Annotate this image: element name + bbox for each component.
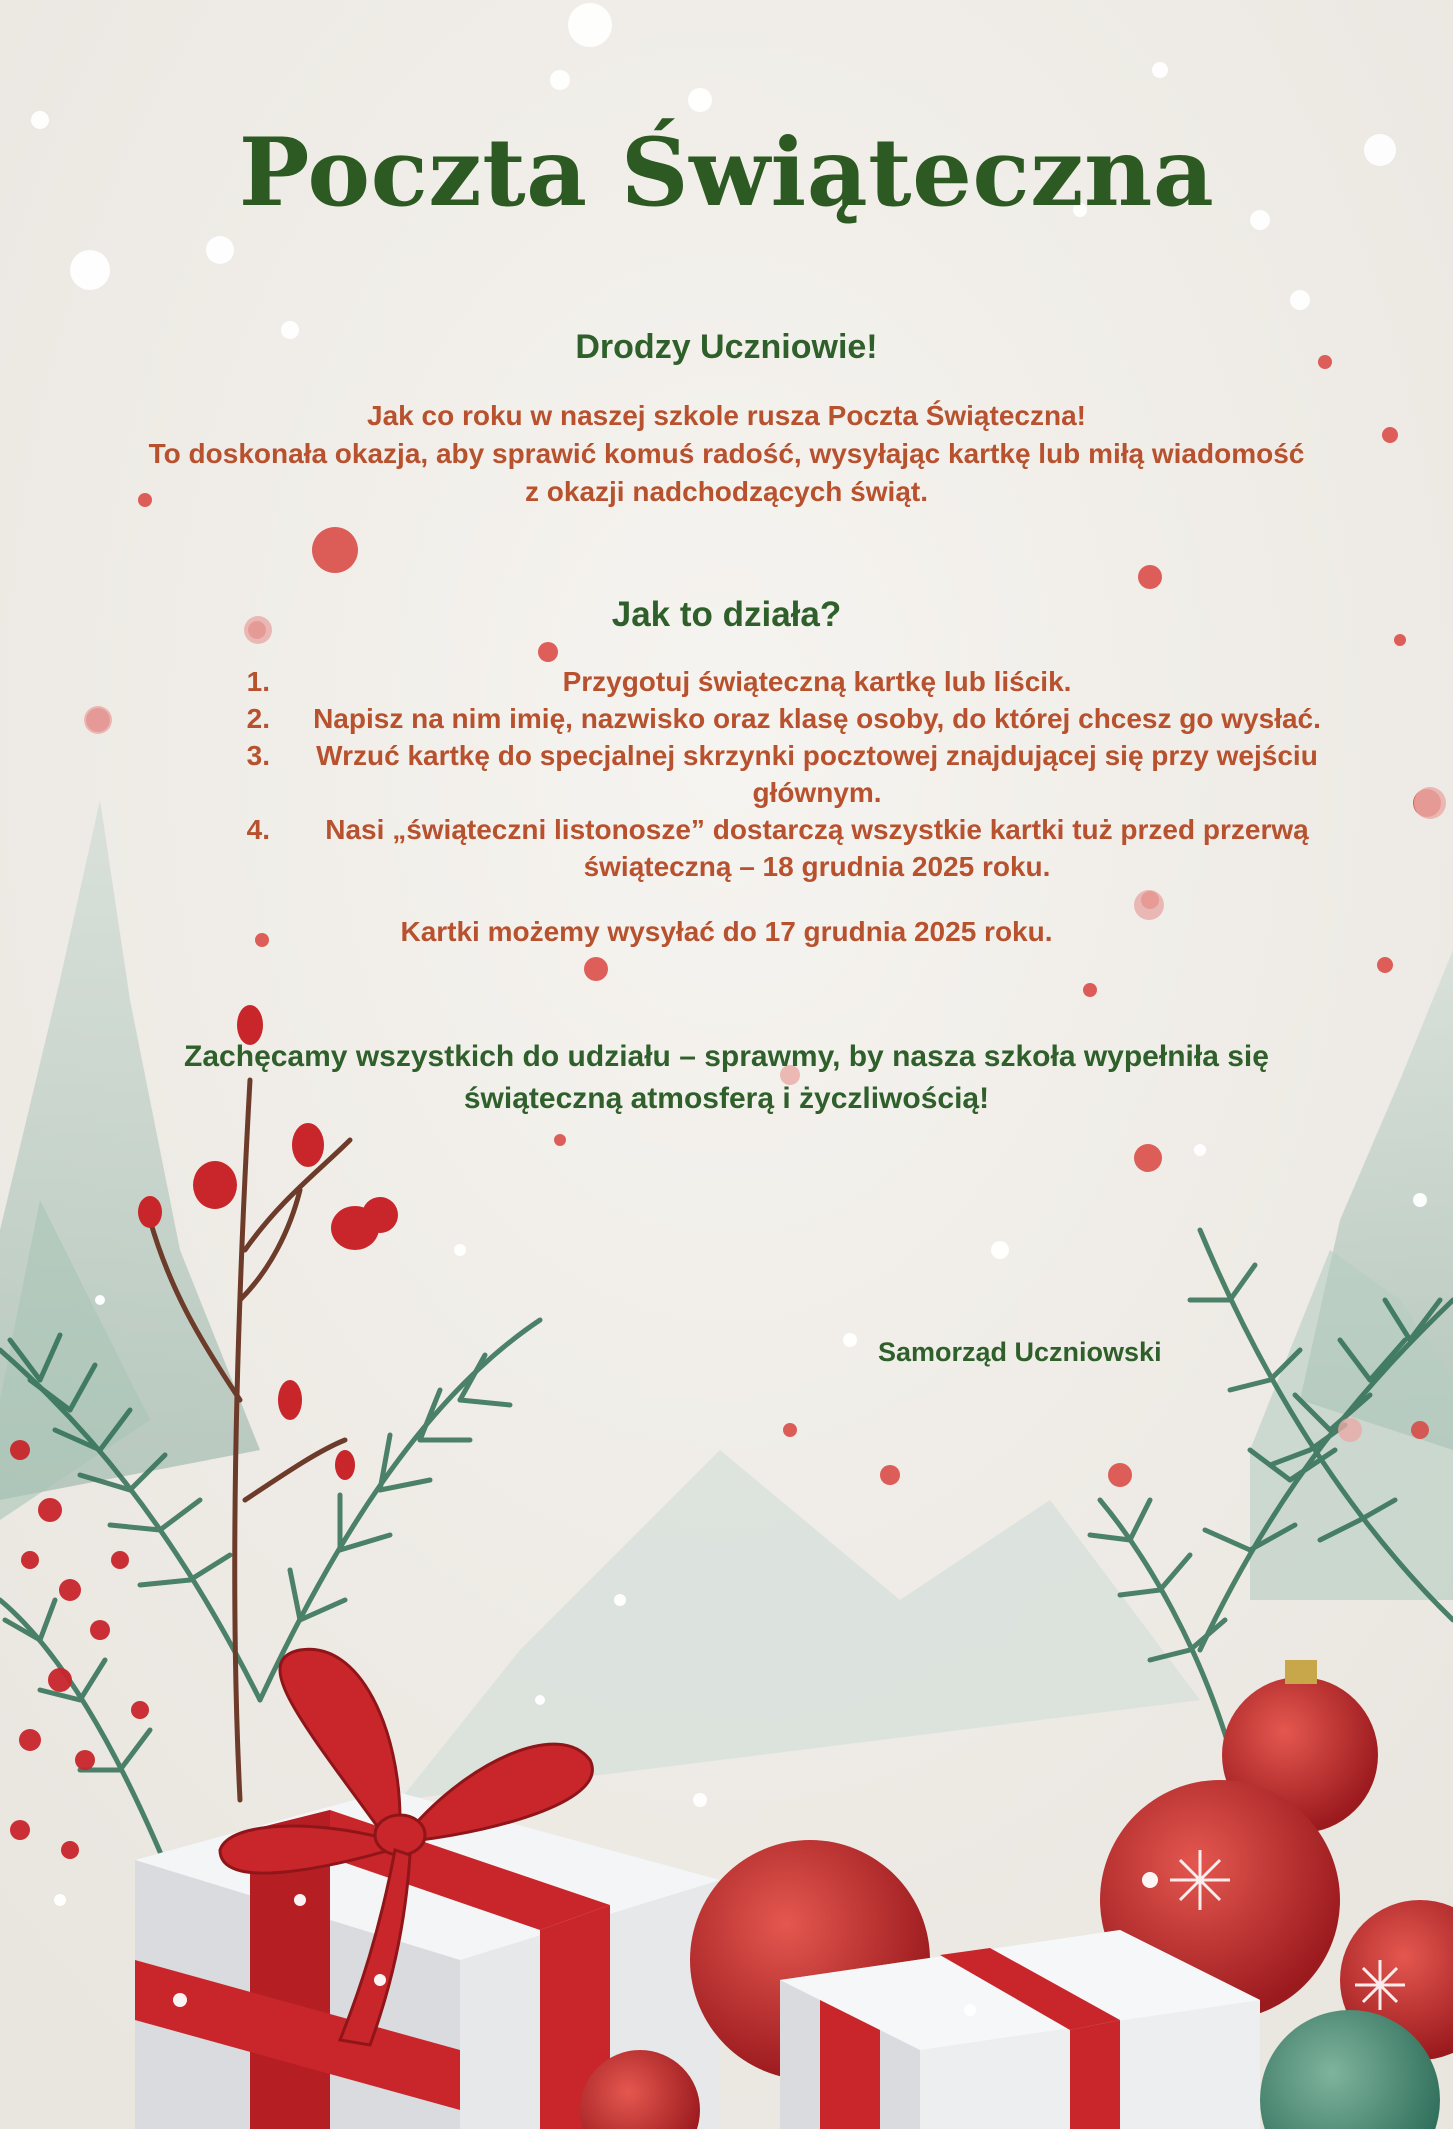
signature: Samorząd Uczniowski	[878, 1337, 1162, 1367]
step-number: 3.	[246, 740, 270, 771]
step-item	[200, 737, 1350, 811]
step-text: Napisz na nim imię, nazwisko oraz klasę osoby, do której chcesz go wysłać.	[313, 703, 1321, 734]
greeting-heading: Drodzy Uczniowie!	[575, 328, 878, 366]
poster-title: Poczta Świąteczna	[238, 118, 1215, 228]
step-text: Wrzuć kartkę do specjalnej skrzynki pocztowej znajdującej się przy wejściu głównym.	[316, 740, 1318, 808]
step-text: Przygotuj świąteczną kartkę lub liścik.	[562, 666, 1072, 697]
closing-line: świąteczną atmosferą i życzliwością!	[463, 1082, 990, 1115]
deadline-note: Kartki możemy wysyłać do 17 grudnia 2025 roku.	[400, 916, 1053, 947]
step-number: 4.	[246, 814, 270, 845]
step-item	[200, 663, 1350, 700]
steps-list	[200, 663, 1350, 885]
intro-line: z okazji nadchodzących świąt.	[524, 476, 928, 507]
step-number: 1.	[246, 666, 270, 697]
closing-line: Zachęcamy wszystkich do udziału – sprawmy, by nasza szkoła wypełniła się	[184, 1040, 1269, 1073]
intro-line: Jak co roku w naszej szkole rusza Poczta Świąteczna!	[367, 400, 1086, 431]
intro-paragraph	[90, 397, 1363, 511]
step-number: 2.	[246, 703, 270, 734]
step-item	[200, 811, 1350, 885]
closing-paragraph	[100, 1036, 1353, 1120]
step-item	[200, 700, 1350, 737]
intro-line: To doskonała okazja, aby sprawić komuś radość, wysyłając kartkę lub miłą wiadomość	[148, 438, 1305, 469]
how-it-works-heading: Jak to działa?	[611, 595, 842, 634]
step-text: Nasi „świąteczni listonosze” dostarczą wszystkie kartki tuż przed przerwą świąteczną – 18 grudnia 2025 roku.	[325, 814, 1309, 882]
